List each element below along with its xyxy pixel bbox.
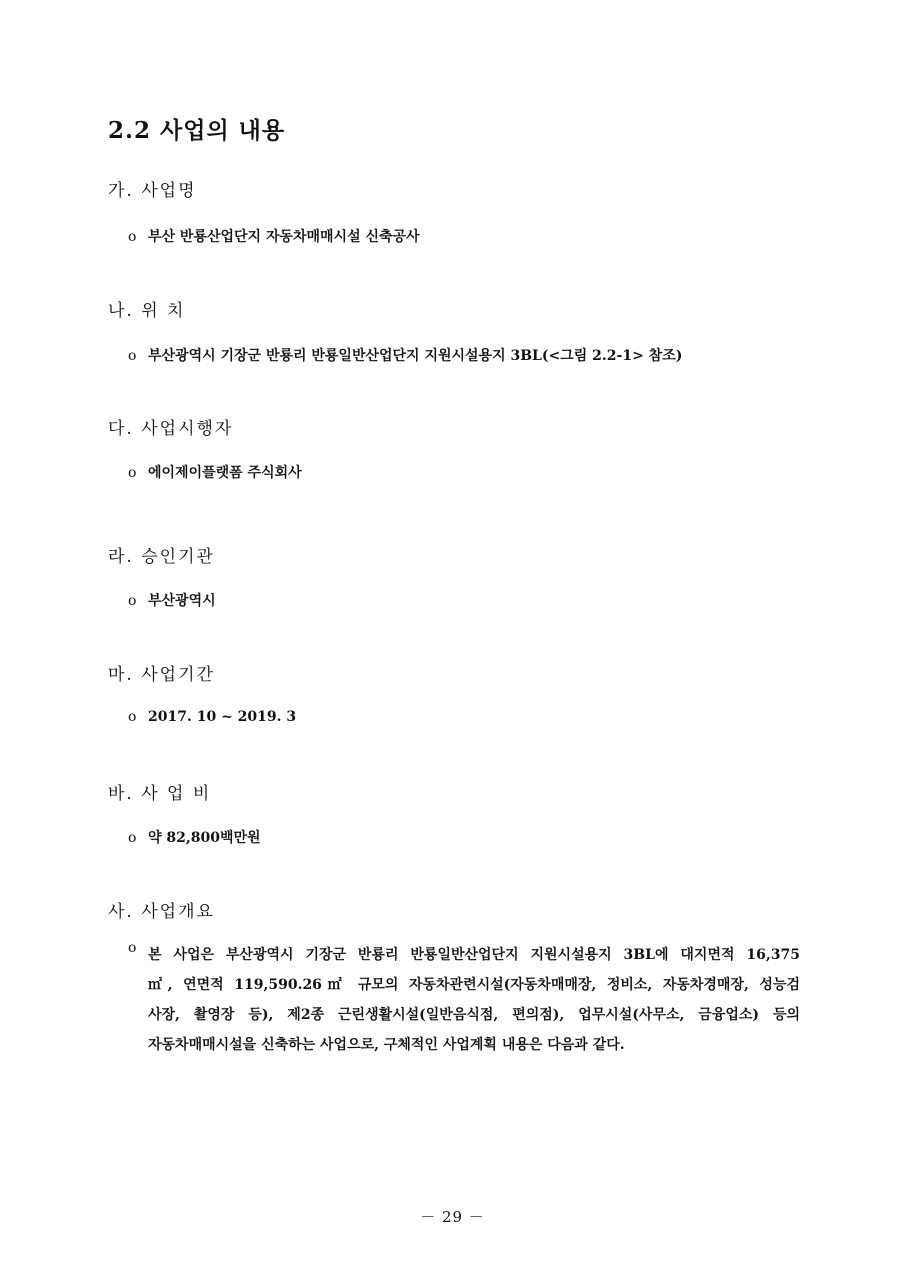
bullet-marker: o xyxy=(128,830,137,846)
heading-project-name: 가. 사업명 xyxy=(108,181,197,201)
item-approval-authority xyxy=(128,590,216,610)
heading-operator: 다. 사업시행자 xyxy=(108,419,234,439)
heading-location: 나. 위 치 xyxy=(108,301,186,321)
item-operator xyxy=(128,462,302,482)
page-number: － 29 － xyxy=(420,1208,485,1226)
item-location xyxy=(128,345,682,365)
bullet-marker: o xyxy=(128,229,137,245)
item-project-overview xyxy=(128,940,800,1060)
bullet-marker: o xyxy=(128,709,137,725)
overview-line: 본 사업은 부산광역시 기장군 반룡리 반룡일반산업단지 지원시설용지 3BL에 대지면적 16,375 xyxy=(148,947,800,963)
item-text: 약 82,800백만원 xyxy=(148,830,261,846)
bullet-marker: o xyxy=(128,465,137,481)
section-title: 2.2 사업의 내용 xyxy=(108,117,286,144)
item-text: 부산 반룡산업단지 자동차매매시설 신축공사 xyxy=(148,229,420,245)
bullet-marker: o xyxy=(128,348,137,364)
item-project-cost xyxy=(128,827,261,847)
bullet-marker: o xyxy=(128,593,137,609)
item-project-period xyxy=(128,709,296,725)
overview-line: 사장, 촬영장 등), 제2종 근린생활시설(일반음식점, 편의점), 업무시설(사무소, 금융업소) 등의 xyxy=(148,1007,800,1023)
heading-project-cost: 바. 사 업 비 xyxy=(108,784,212,804)
overview-paragraph xyxy=(148,940,800,1060)
item-text: 부산광역시 xyxy=(148,593,216,609)
heading-approval-authority: 라. 승인기관 xyxy=(108,547,215,567)
overview-line: ㎡, 연면적 119,590.26㎡ 규모의 자동차관련시설(자동차매매장, 정비소, 자동차경매장, 성능검 xyxy=(148,977,800,993)
item-text: 2017. 10 ~ 2019. 3 xyxy=(148,709,297,725)
item-text: 에이제이플랫폼 주식회사 xyxy=(148,465,302,481)
overview-line: 자동차매매시설을 신축하는 사업으로, 구체적인 사업계획 내용은 다음과 같다. xyxy=(148,1037,625,1053)
item-text: 부산광역시 기장군 반룡리 반룡일반산업단지 지원시설용지 3BL(<그림 2.2-1> 참조) xyxy=(148,348,683,364)
heading-project-period: 마. 사업기간 xyxy=(108,665,215,685)
item-project-name xyxy=(128,226,420,246)
heading-project-overview: 사. 사업개요 xyxy=(108,902,215,922)
bullet-marker: o xyxy=(128,940,137,956)
